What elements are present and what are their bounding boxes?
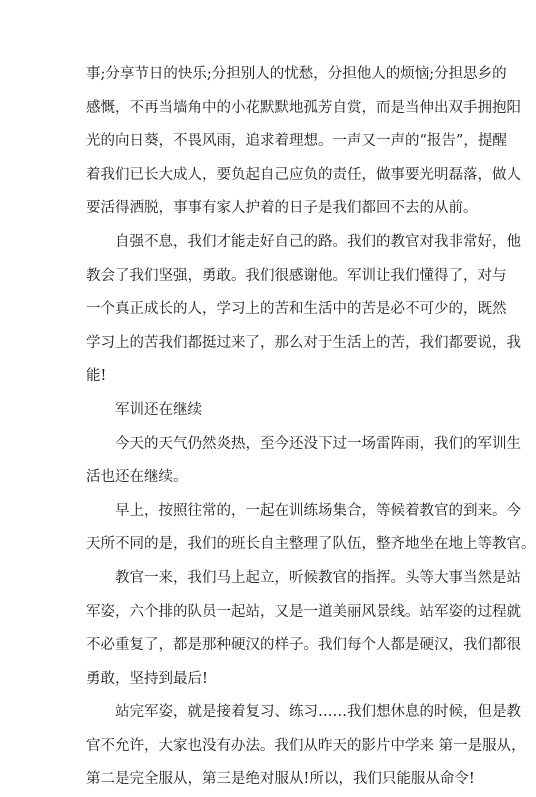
body-line: 不必重复了，都是那种硬汉的样子。我们每个人都是硬汉，我们都很 [86, 637, 521, 654]
body-line: 勇敢，坚持到最后! [86, 670, 208, 687]
body-line: 早上，按照往常的，一起在训练场集合，等候着教官的到来。今 [115, 502, 521, 519]
body-line: 自强不息，我们才能走好自己的路。我们的教官对我非常好，他 [115, 233, 521, 250]
body-line: 第二是完全服从，第三是绝对服从!所以，我们只能服从命令! [86, 771, 475, 788]
body-line: 天所不同的是，我们的班长自主整理了队伍，整齐地坐在地上等教官。 [86, 536, 536, 553]
body-line: 教会了我们坚强，勇敢。我们很感谢他。军训让我们懂得了，对与 [86, 267, 507, 284]
body-line: 事;分享节日的快乐;分担别人的忧愁，分担他人的烦恼;分担思乡的 [86, 66, 507, 82]
body-line: 今天的天气仍然炎热，至今还没下过一场雷阵雨，我们的军训生 [115, 435, 521, 452]
section-heading: 军训还在继续 [115, 401, 202, 418]
body-line: 教官一来，我们马上起立，听候教官的指挥。头等大事当然是站 [115, 569, 521, 586]
body-line: 着我们已长大成人，要负起自己应负的责任，做事要光明磊落，做人 [86, 166, 521, 183]
body-line: 官不允许，大家也没有办法。我们从昨天的影片中学来 第一是服从， [86, 737, 526, 754]
body-line: 感慨，不再当墙角中的小花默默地孤芳自赏，而是当伸出双手拥抱阳 [86, 99, 521, 116]
body-line: 站完军姿，就是接着复习、练习……我们想休息的时候，但是教 [115, 704, 521, 721]
body-line: 学习上的苦我们都挺过来了，那么对于生活上的苦，我们都要说，我 [86, 334, 521, 351]
body-line: 军姿，六个排的队员一起站，又是一道美丽风景线。站军姿的过程就 [86, 603, 521, 620]
body-line: 光的向日葵，不畏风雨，追求着理想。一声又一声的“报告”，提醒 [86, 133, 507, 150]
document-page [86, 58, 536, 797]
body-line: 能! [86, 368, 107, 385]
body-line: 一个真正成长的人，学习上的苦和生活中的苦是必不可少的，既然 [86, 301, 507, 318]
body-line: 要活得洒脱，事事有家人护着的日子是我们都回不去的从前。 [86, 200, 478, 217]
body-line: 活也还在继续。 [86, 469, 188, 486]
